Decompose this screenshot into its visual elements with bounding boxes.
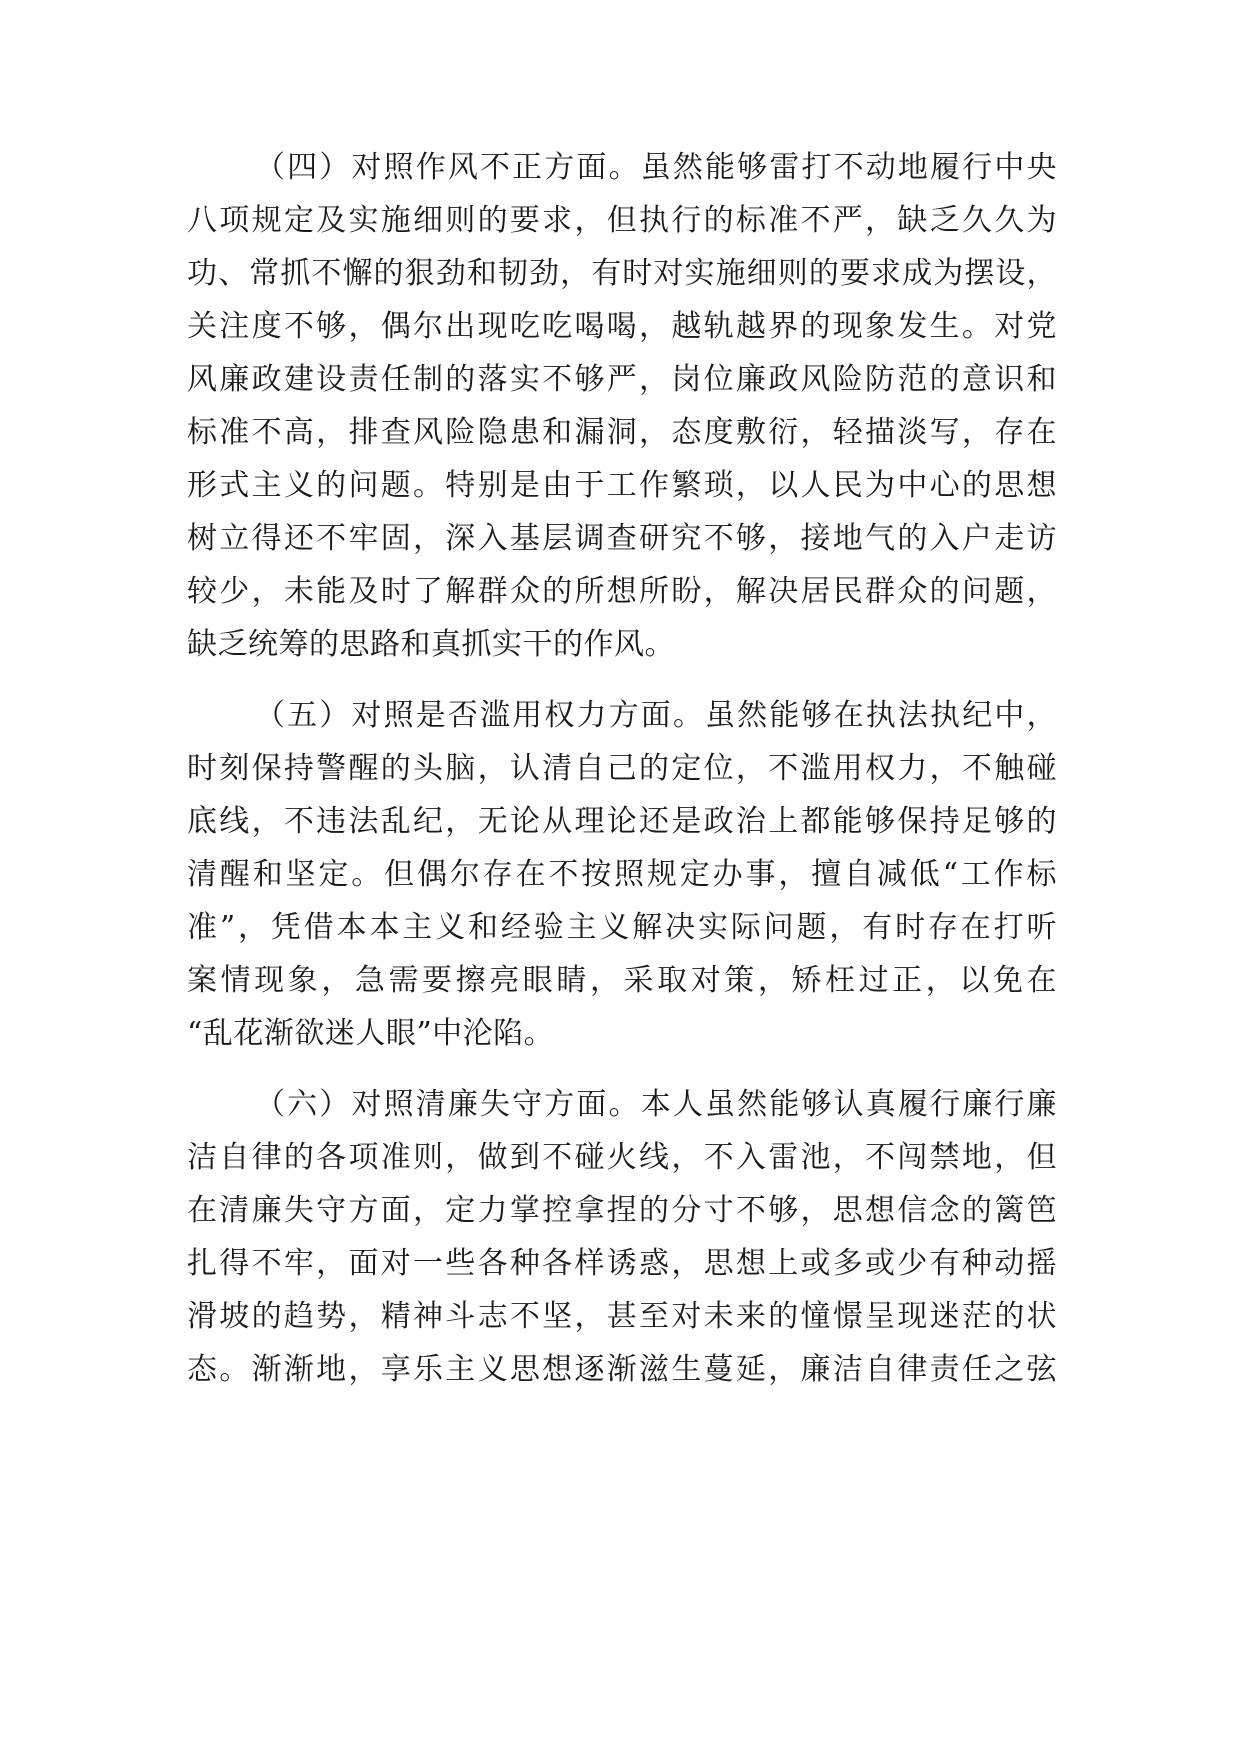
text-line: 关注度不够，偶尔出现吃吃喝喝，越轨越界的现象发生。对党 [187,309,1057,344]
text-line: 清醒和坚定。但偶尔存在不按照规定办事，擅自减低“工作标 [187,857,1057,892]
paragraph-power-abuse [187,696,1057,1054]
document-body [187,148,1057,1403]
text-line: 风廉政建设责任制的落实不够严，岗位廉政风险防范的意识和 [187,362,1057,397]
paragraph-spacer [187,1067,1057,1085]
text-line: 功、常抓不懈的狠劲和韧劲，有时对实施细则的要求成为摆设， [187,256,1057,291]
text-line: 案情现象，急需要擦亮眼睛，采取对策，矫枉过正，以免在 [187,963,1057,998]
text-line: 在清廉失守方面，定力掌控拿捏的分寸不够，思想信念的篱笆 [187,1193,1057,1228]
text-line: 时刻保持警醒的头脑，认清自己的定位，不滥用权力，不触碰 [187,751,1057,786]
text-line: （五）对照是否滥用权力方面。虽然能够在执法执纪中， [255,698,1057,733]
text-line: （四）对照作风不正方面。虽然能够雷打不动地履行中央 [255,150,1057,185]
text-line: 扎得不牢，面对一些各种各样诱惑，思想上或多或少有种动摇 [187,1246,1057,1281]
text-line: 态。渐渐地，享乐主义思想逐渐滋生蔓延，廉洁自律责任之弦 [187,1352,1057,1387]
text-line: 滑坡的趋势，精神斗志不坚，甚至对未来的憧憬呈现迷茫的状 [187,1299,1057,1334]
paragraph-spacer [187,678,1057,696]
text-line: “乱花渐欲迷人眼”中沦陷。 [187,1016,555,1051]
text-line: 底线，不违法乱纪，无论从理论还是政治上都能够保持足够的 [187,804,1057,839]
text-line: 树立得还不牢固，深入基层调查研究不够，接地气的入户走访 [187,521,1057,556]
text-line: 八项规定及实施细则的要求，但执行的标准不严，缺乏久久为 [187,203,1057,238]
paragraph-integrity [187,1085,1057,1390]
text-line: 形式主义的问题。特别是由于工作繁琐，以人民为中心的思想 [187,468,1057,503]
text-line: （六）对照清廉失守方面。本人虽然能够认真履行廉行廉 [255,1087,1057,1122]
text-line: 较少，未能及时了解群众的所想所盼，解决居民群众的问题， [187,574,1057,609]
text-line: 洁自律的各项准则，做到不碰火线，不入雷池，不闯禁地，但 [187,1140,1057,1175]
text-line: 准”，凭借本本主义和经验主义解决实际问题，有时存在打听 [187,910,1057,945]
text-line: 标准不高，排查风险隐患和漏洞，态度敷衍，轻描淡写，存在 [187,415,1057,450]
text-line: 缺乏统筹的思路和真抓实干的作风。 [187,627,675,662]
paragraph-conduct [187,148,1057,665]
